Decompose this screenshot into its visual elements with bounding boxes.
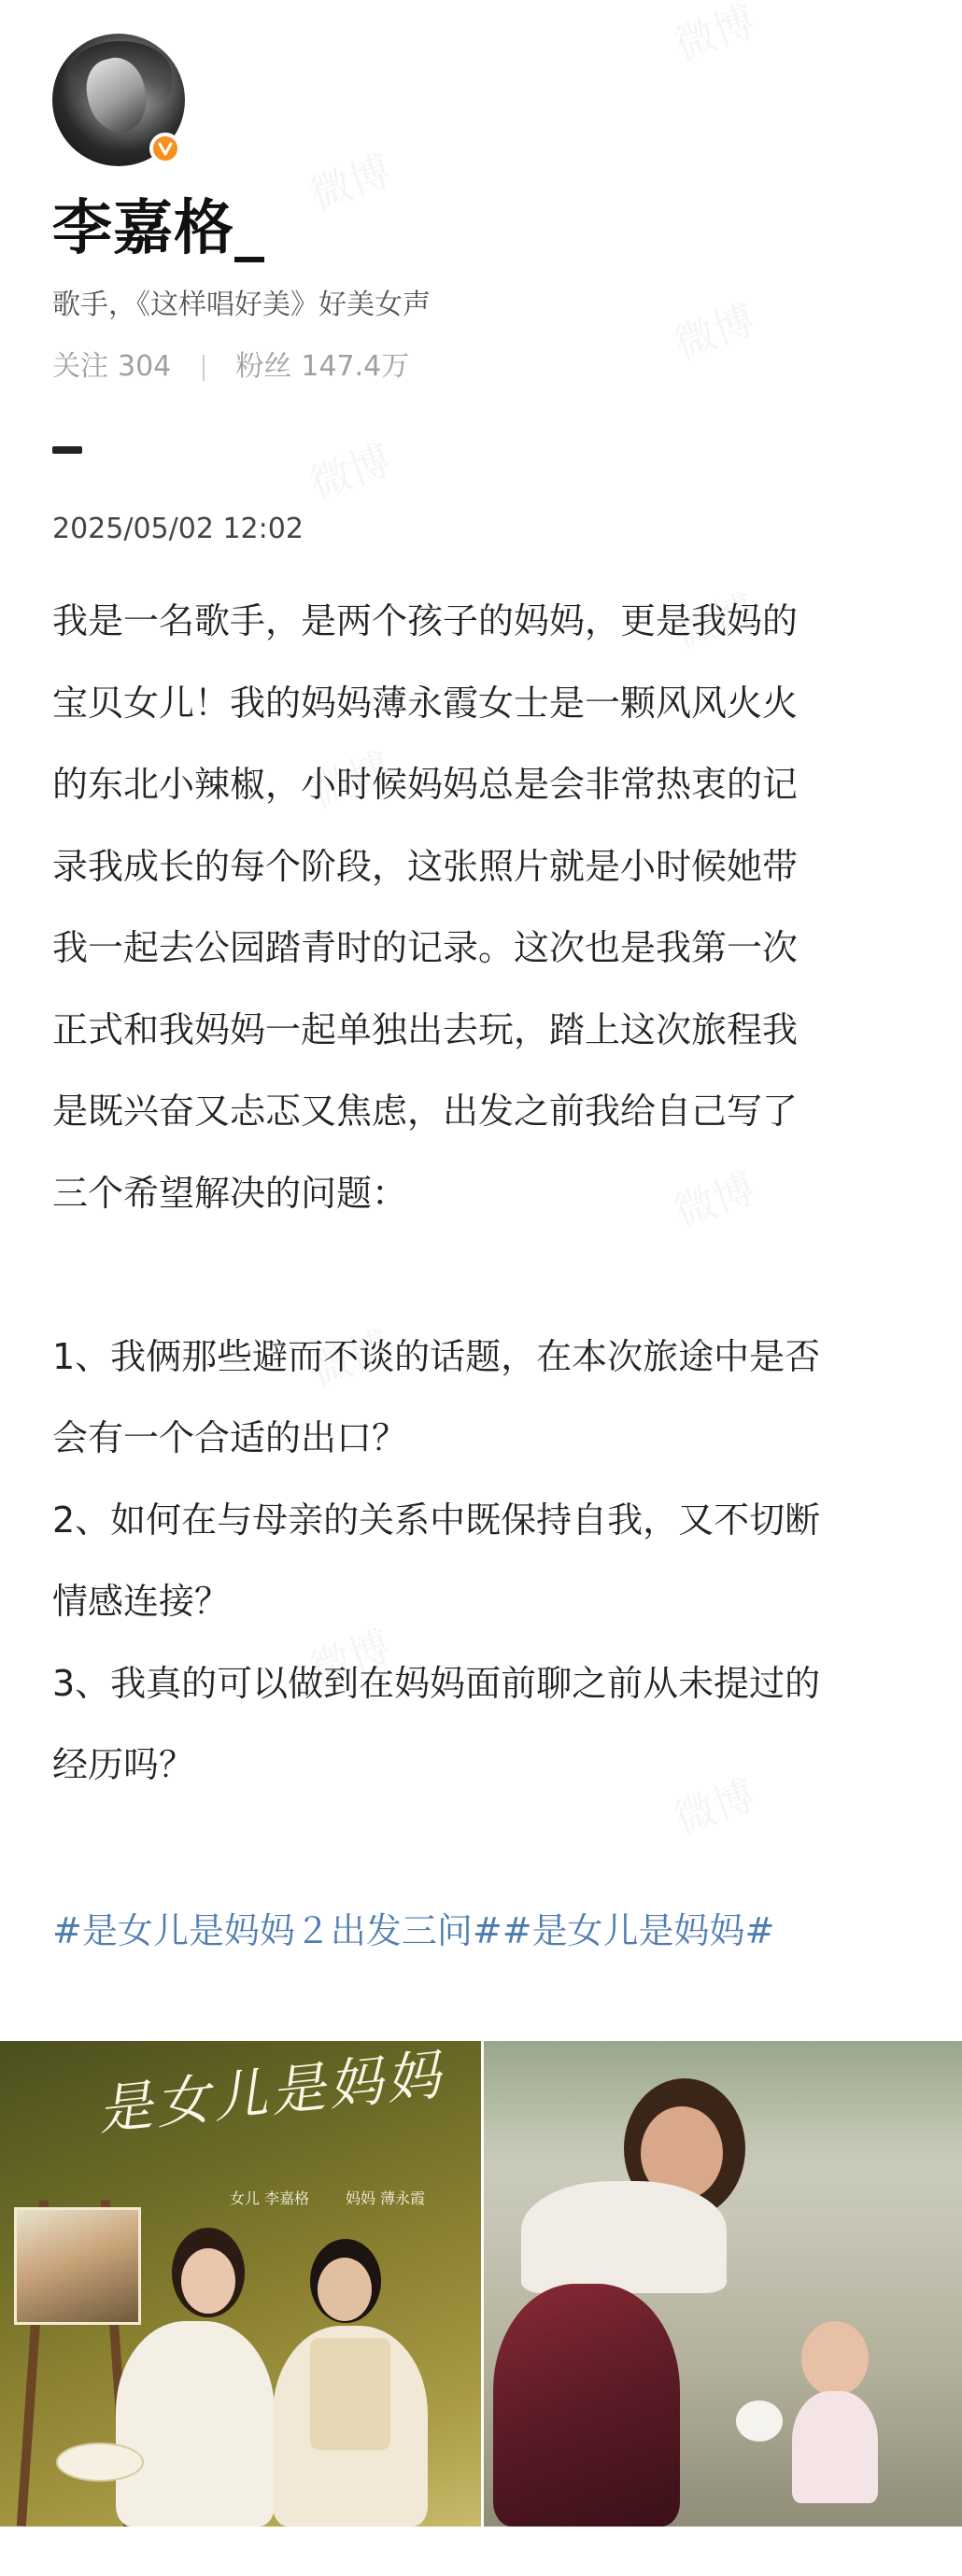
user-name[interactable]: 李嘉格_	[52, 194, 265, 263]
following-link[interactable]	[52, 350, 180, 383]
post-line: 宝贝女儿！我的妈妈薄永霞女士是一颗风风火火	[52, 682, 799, 724]
post-text	[52, 581, 921, 1807]
daughter-figure	[116, 2321, 275, 2527]
watermark	[665, 287, 763, 371]
stats-divider	[203, 355, 205, 381]
question-line: 1、我俩那些避而不谈的话题，在本次旅途中是否	[52, 1335, 821, 1377]
question-line: 3、我真的可以做到在妈妈面前聊之前从未提过的	[52, 1662, 821, 1704]
vintage-mother-blouse	[521, 2181, 727, 2293]
hashtag-link[interactable]: #是女儿是妈妈２出发三问#	[52, 1910, 502, 1951]
daughter-face	[181, 2248, 235, 2314]
user-stats	[52, 344, 409, 390]
followers-count: 147.4万	[301, 350, 410, 383]
section-divider	[52, 446, 82, 454]
poster-title: 是女儿是妈妈	[94, 2042, 447, 2143]
post-line: 是既兴奋又忐忑又焦虑，出发之前我给自己写了	[52, 1091, 799, 1132]
question-line: 经历吗？	[52, 1744, 195, 1785]
vintage-child-head	[801, 2321, 869, 2396]
easel-painting	[14, 2207, 141, 2325]
post-line: 三个希望解决的问题：	[52, 1172, 408, 1214]
poster-credit-daughter: 女儿 李嘉格	[230, 2189, 310, 2207]
paint-palette	[56, 2442, 144, 2482]
hashtags	[52, 1893, 774, 1968]
question-line: 2、如何在与母亲的关系中既保持自我，又不切断	[52, 1499, 821, 1541]
followers-label: 粉丝	[235, 350, 292, 383]
vintage-mother-skirt	[493, 2284, 680, 2527]
poster-credit-mother: 妈妈 薄永霞	[346, 2189, 426, 2207]
question-line: 情感连接？	[52, 1581, 231, 1622]
post-line: 录我成长的每个阶段，这张照片就是小时候她带	[52, 845, 799, 887]
vintage-flowers	[736, 2400, 783, 2442]
followers-link[interactable]	[235, 350, 409, 383]
vintage-child-dress	[792, 2391, 878, 2503]
following-count: 304	[118, 350, 172, 383]
watermark	[301, 137, 399, 221]
mother-vest	[310, 2338, 390, 2450]
watermark	[301, 427, 399, 511]
mother-face	[318, 2258, 372, 2321]
post-line: 正式和我妈妈一起单独出去玩，踏上这次旅程我	[52, 1008, 799, 1050]
post-line: 我是一名歌手，是两个孩子的妈妈，更是我妈的	[52, 600, 799, 641]
post-image-vintage-photo[interactable]	[484, 2041, 962, 2527]
watermark	[665, 0, 763, 72]
question-line: 会有一个合适的出口？	[52, 1417, 408, 1458]
blank-line	[52, 1234, 921, 1316]
user-bio: 歌手，《这样唱好美》好美女声	[52, 289, 431, 321]
hashtag-link[interactable]: #是女儿是妈妈#	[502, 1910, 775, 1951]
following-label: 关注	[52, 350, 108, 383]
post-line: 我一起去公园踏青时的记录。这次也是我第一次	[52, 927, 799, 968]
post-image-poster[interactable]	[0, 2041, 481, 2527]
post-line: 的东北小辣椒，小时候妈妈总是会非常热衷的记	[52, 764, 799, 805]
post-timestamp: 2025/05/02 12:02	[52, 513, 304, 545]
verified-v-icon	[149, 133, 181, 164]
